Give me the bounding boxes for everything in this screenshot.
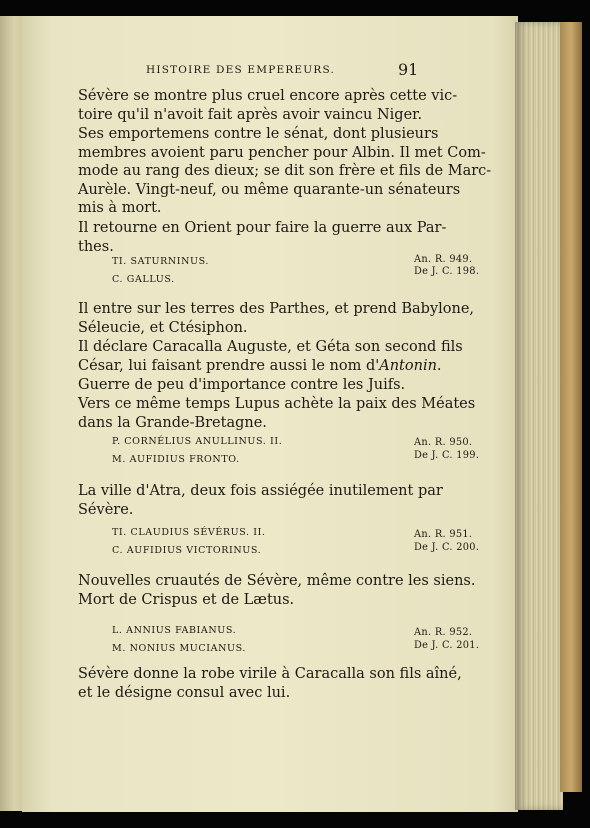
text-line: Mort de Crispus et de Lætus. xyxy=(78,591,295,608)
book-cover-edge xyxy=(560,22,582,792)
text-line: Il déclare Caracalla Auguste, et Géta son second fils xyxy=(78,339,463,355)
paragraph xyxy=(78,300,475,337)
text-line: Sévère donne la robe virile à Caracalla son fils aîné, xyxy=(78,666,462,682)
text-segment: . xyxy=(436,357,442,374)
text-line: Vers ce même temps Lupus achète la paix des Méates xyxy=(78,396,476,412)
text-line: Nouvelles cruautés de Sévère, même contre les siens. xyxy=(78,573,476,589)
year-rome: An. R. 952. xyxy=(414,627,473,638)
italic-name: Antonin xyxy=(379,357,437,374)
text-line xyxy=(78,357,442,376)
running-head: HISTOIRE DES EMPEREURS. xyxy=(146,64,336,76)
text-line: Il entre sur les terres des Parthes, et prend Babylone, xyxy=(78,301,475,317)
consul-name: TI. CLAUDIUS SÉVÉRUS. II. xyxy=(112,527,266,538)
year-rome: An. R. 949. xyxy=(414,254,473,265)
book-left-edge xyxy=(0,16,24,811)
text-line: Guerre de peu d'importance contre les Juifs. xyxy=(78,377,406,393)
text-line: Sévère se montre plus cruel encore après cette vic- xyxy=(78,88,458,104)
year-rome: An. R. 950. xyxy=(414,437,473,448)
text-line: toire qu'il n'avoit fait après avoir vaincu Niger. xyxy=(78,106,423,123)
consul-name: L. ANNIUS FABIANUS. xyxy=(112,625,237,636)
consul-name: C. AUFIDIUS VICTORINUS. xyxy=(112,545,262,556)
paragraph xyxy=(78,376,416,395)
text-line: Ses emportemens contre le sénat, dont plusieurs xyxy=(78,126,439,142)
text-line: dans la Grande-Bretagne. xyxy=(78,414,267,431)
paragraph xyxy=(78,219,447,256)
consul-name: P. CORNÉLIUS ANULLINUS. II. xyxy=(112,436,283,447)
text-line: membres avoient paru pencher pour Albin. Il met Com- xyxy=(78,144,486,161)
year-christ: De J. C. 199. xyxy=(414,450,480,461)
consul-name: C. GALLUS. xyxy=(112,274,175,285)
year-christ: De J. C. 198. xyxy=(414,266,480,277)
paragraph xyxy=(78,482,443,519)
text-line: Aurèle. Vingt-neuf, ou même quarante-un sénateurs xyxy=(78,181,461,198)
text-segment: César, lui faisant prendre aussi le nom d' xyxy=(78,357,380,374)
text-line: mis à mort. xyxy=(78,200,162,217)
text-line: mode au rang des dieux; se dit son frère et fils de Marc- xyxy=(78,163,492,180)
paragraph xyxy=(78,572,476,609)
page-number: 91 xyxy=(398,60,419,79)
paragraph xyxy=(78,87,458,124)
paragraph xyxy=(78,395,476,432)
paragraph xyxy=(78,665,462,702)
text-line: Séleucie, et Ctésiphon. xyxy=(78,319,248,336)
text-line: et le désigne consul avec lui. xyxy=(78,684,291,701)
consul-name: TI. SATURNINUS. xyxy=(112,256,210,267)
year-christ: De J. C. 201. xyxy=(414,640,480,651)
page-edges xyxy=(515,22,563,810)
text-line: La ville d'Atra, deux fois assiégée inutilement par xyxy=(78,483,443,499)
consul-name: M. NONIUS MUCIANUS. xyxy=(112,643,246,654)
year-christ: De J. C. 200. xyxy=(414,542,480,553)
book-page xyxy=(22,16,518,812)
consul-name: M. AUFIDIUS FRONTO. xyxy=(112,454,240,465)
year-rome: An. R. 951. xyxy=(414,529,473,540)
text-line: Il retourne en Orient pour faire la guerre aux Par- xyxy=(78,220,447,236)
paragraph xyxy=(78,125,492,218)
text-line: thes. xyxy=(78,238,114,255)
paragraph xyxy=(78,338,463,375)
text-line: Sévère. xyxy=(78,501,134,518)
